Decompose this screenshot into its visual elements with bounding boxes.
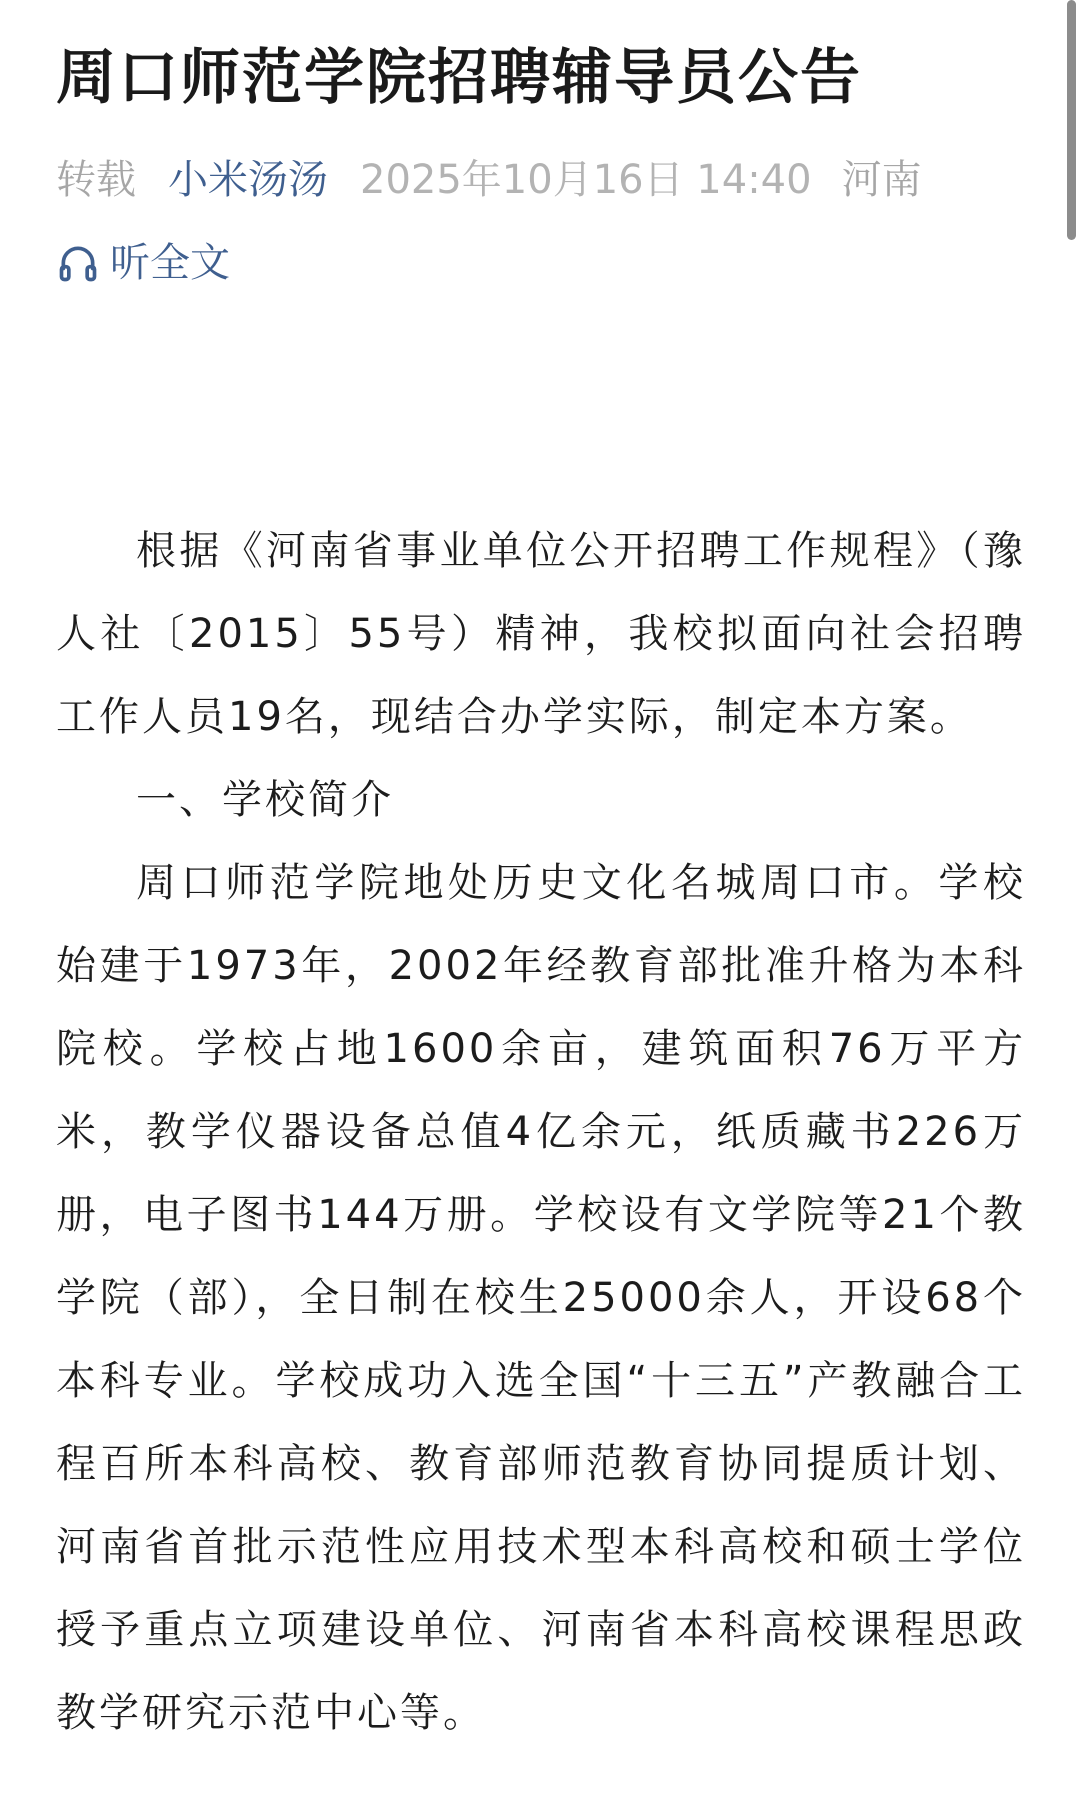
region-label: 河南: [841, 157, 922, 203]
repost-label: 转载: [56, 157, 136, 203]
paragraph-school-intro: 周口师范学院地处历史文化名城周口市。学校始建于1973年，2002年经教育部批准升格为本科院校。学校占地1600余亩，建筑面积76万平方米，教学仪器设备总值4亿余元，纸质藏书226万册，电子图书144万册。学校设有文学院等21个教学院（部），全日制在校生25000余人，开设68个本科专业。学校成功入选全国“十三五”产教融合工程百所本科高校、教育部师范教育协同提质计划、河南省首批示范性应用技术型本科高校和硕士学位授予重点立项建设单位、河南省本科高校课程思政教学研究示范中心等。: [56, 860, 1026, 1736]
article-title: 周口师范学院招聘辅导员公告: [56, 43, 862, 113]
author-link[interactable]: 小米汤汤: [168, 157, 328, 203]
section-heading-school-intro: 一、学校简介: [136, 777, 394, 823]
headphones-icon: [56, 241, 100, 285]
publish-datetime: 2025年10月16日 14:40: [360, 157, 812, 203]
paragraph-intro: 根据《河南省事业单位公开招聘工作规程》（豫人社〔2015〕55号）精神，我校拟面向社会招聘工作人员19名，现结合办学实际，制定本方案。: [56, 528, 1026, 740]
listen-full-text-button[interactable]: [56, 233, 230, 293]
article-meta: [56, 150, 922, 210]
scrollbar-thumb[interactable]: [1067, 0, 1076, 240]
listen-label: 听全文: [110, 240, 230, 286]
article-body: [56, 510, 1026, 1755]
